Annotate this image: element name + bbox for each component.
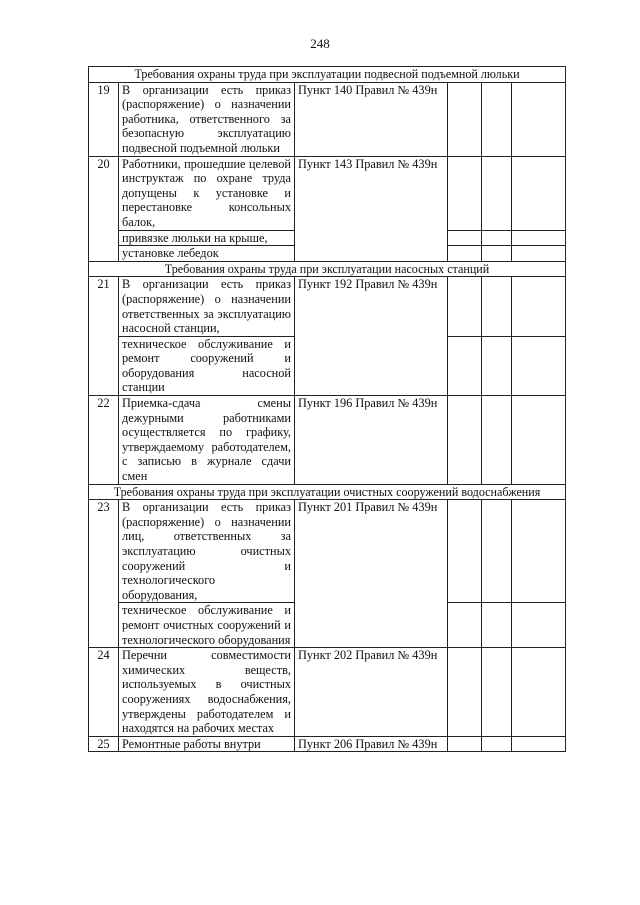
- answer-yes-cell[interactable]: [448, 336, 482, 395]
- answer-na-cell[interactable]: [512, 156, 566, 230]
- item-number: 19: [89, 82, 119, 156]
- requirement-text: В организации есть приказ (распоряжение) о назначении лиц, ответственных за эксплуатацию очистных сооружений и технологического оборудования,: [119, 500, 295, 603]
- regulation-reference: Пункт 196 Правил № 439н: [295, 396, 448, 485]
- requirement-text: техническое обслуживание и ремонт сооружений и оборудования насосной станции: [119, 336, 295, 395]
- table-row: [89, 648, 566, 737]
- answer-no-cell[interactable]: [482, 736, 512, 752]
- item-number: 24: [89, 648, 119, 737]
- table-row: [89, 396, 566, 485]
- answer-no-cell[interactable]: [482, 500, 512, 603]
- answer-no-cell[interactable]: [482, 396, 512, 485]
- item-number: 23: [89, 500, 119, 648]
- answer-no-cell[interactable]: [482, 277, 512, 336]
- section-header-row: [89, 67, 566, 83]
- requirement-text: В организации есть приказ (распоряжение) о назначении работника, ответственного за безопасную эксплуатацию подвесной подъемной люльки: [119, 82, 295, 156]
- requirement-text: привязке люльки на крыше,: [119, 230, 295, 246]
- answer-no-cell[interactable]: [482, 82, 512, 156]
- requirement-text: техническое обслуживание и ремонт очистных сооружений и технологического оборудования: [119, 603, 295, 648]
- answer-na-cell[interactable]: [512, 736, 566, 752]
- requirement-text: Перечни совместимости химических веществ, используемых в очистных сооружениях водоснабжения, утверждены работодателем и находятся на рабочих местах: [119, 648, 295, 737]
- regulation-reference: Пункт 192 Правил № 439н: [295, 277, 448, 396]
- requirement-text: В организации есть приказ (распоряжение) о назначении ответственных за эксплуатацию насосной станции,: [119, 277, 295, 336]
- table-row: [89, 156, 566, 230]
- answer-yes-cell[interactable]: [448, 736, 482, 752]
- answer-yes-cell[interactable]: [448, 648, 482, 737]
- answer-na-cell[interactable]: [512, 603, 566, 648]
- requirement-text: Приемка-сдача смены дежурными работниками осуществляется по графику, утверждаемому работодателем, с записью в журнале сдачи смен: [119, 396, 295, 485]
- regulation-reference: Пункт 201 Правил № 439н: [295, 500, 448, 648]
- answer-na-cell[interactable]: [512, 396, 566, 485]
- item-number: 20: [89, 156, 119, 261]
- answer-no-cell[interactable]: [482, 648, 512, 737]
- requirement-text: установке лебедок: [119, 246, 295, 262]
- requirement-text: Работники, прошедшие целевой инструктаж по охране труда допущены к установке и перестановке консольных балок,: [119, 156, 295, 230]
- answer-na-cell[interactable]: [512, 500, 566, 603]
- answer-na-cell[interactable]: [512, 277, 566, 336]
- answer-na-cell[interactable]: [512, 648, 566, 737]
- answer-yes-cell[interactable]: [448, 603, 482, 648]
- table-row: [89, 277, 566, 336]
- answer-na-cell[interactable]: [512, 230, 566, 246]
- section-title: Требования охраны труда при эксплуатации насосных станций: [89, 261, 566, 277]
- answer-no-cell[interactable]: [482, 156, 512, 230]
- item-number: 25: [89, 736, 119, 752]
- section-header-row: [89, 484, 566, 500]
- page-number: 248: [310, 36, 330, 51]
- answer-na-cell[interactable]: [512, 336, 566, 395]
- answer-yes-cell[interactable]: [448, 277, 482, 336]
- item-number: 21: [89, 277, 119, 396]
- checklist-body: [89, 67, 566, 752]
- answer-no-cell[interactable]: [482, 603, 512, 648]
- regulation-reference: Пункт 143 Правил № 439н: [295, 156, 448, 261]
- item-number: 22: [89, 396, 119, 485]
- requirement-text: Ремонтные работы внутри: [119, 736, 295, 752]
- section-header-row: [89, 261, 566, 277]
- answer-yes-cell[interactable]: [448, 246, 482, 262]
- table-row: [89, 500, 566, 603]
- answer-no-cell[interactable]: [482, 230, 512, 246]
- regulation-reference: Пункт 206 Правил № 439н: [295, 736, 448, 752]
- table-row: [89, 736, 566, 752]
- answer-na-cell[interactable]: [512, 82, 566, 156]
- section-title: Требования охраны труда при эксплуатации очистных сооружений водоснабжения: [89, 484, 566, 500]
- regulation-reference: Пункт 140 Правил № 439н: [295, 82, 448, 156]
- regulation-reference: Пункт 202 Правил № 439н: [295, 648, 448, 737]
- answer-yes-cell[interactable]: [448, 396, 482, 485]
- table-row: [89, 82, 566, 156]
- answer-no-cell[interactable]: [482, 246, 512, 262]
- answer-yes-cell[interactable]: [448, 82, 482, 156]
- checklist-table: [88, 66, 566, 752]
- answer-yes-cell[interactable]: [448, 156, 482, 230]
- section-title: Требования охраны труда при эксплуатации подвесной подъемной люльки: [89, 67, 566, 83]
- answer-yes-cell[interactable]: [448, 500, 482, 603]
- answer-no-cell[interactable]: [482, 336, 512, 395]
- answer-na-cell[interactable]: [512, 246, 566, 262]
- answer-yes-cell[interactable]: [448, 230, 482, 246]
